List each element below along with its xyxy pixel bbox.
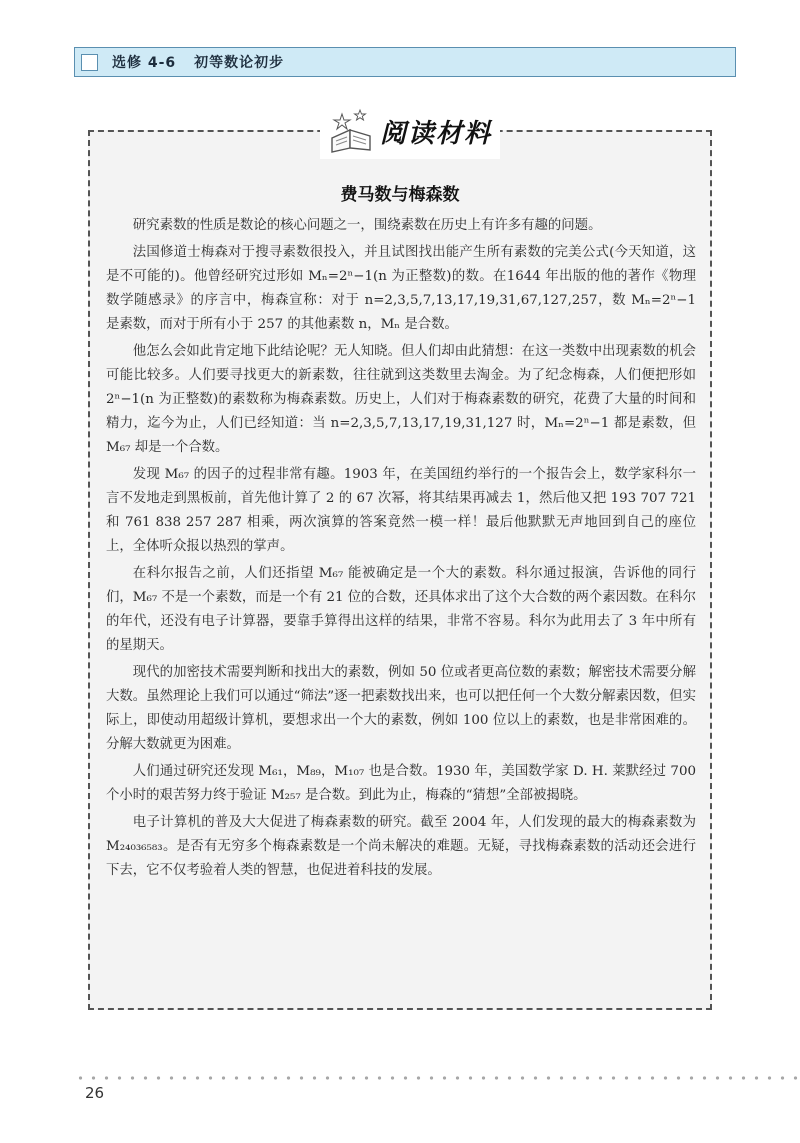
open-book-icon <box>328 108 374 154</box>
article-body <box>106 214 696 886</box>
banner-label: 阅读材料 <box>379 118 492 149</box>
paragraph-1: 研究素数的性质是数论的核心问题之一，围绕素数在历史上有许多有趣的问题。 <box>132 218 602 233</box>
header-subtitle: 初等数论初步 <box>194 55 285 71</box>
paragraph-4: 发现 M₆₇ 的因子的过程非常有趣。1903 年，在美国纽约举行的一个报告会上，数学家科尔一言不发地走到黑板前，首先他计算了 2 的 67 次幂，将其结果再减去 1，然后他又把 193 707 721 和 761 838 257 287 相乘，两次演算的答案竟然一模一样！最后他默默无声地回到自己的座位上，全体听众报以热烈的掌声。 <box>106 467 696 554</box>
article-title: 费马数与梅森数 <box>340 185 460 205</box>
header-section: 选修 4-6 <box>112 55 177 71</box>
paragraph-7: 人们通过研究还发现 M₆₁，M₈₉，M₁₀₇ 也是合数。1930 年，美国数学家 D. H. 莱默经过 700 个小时的艰苦努力终于验证 M₂₅₇ 是合数。到此为止，梅森的“猜想”全部被揭晓。 <box>106 764 696 803</box>
paragraph-8: 电子计算机的普及大大促进了梅森素数的研究。截至 2004 年，人们发现的最大的梅森素数为 M₂₄₀₃₆₅₈₃。是否有无穷多个梅森素数是一个尚未解决的难题。无疑，寻找梅森素数的活动还会进行下去，它不仅考验着人类的智慧，也促进着科技的发展。 <box>106 815 696 878</box>
footer-dotted-divider <box>74 1076 800 1080</box>
header-square-icon <box>81 54 98 71</box>
paragraph-6: 现代的加密技术需要判断和找出大的素数，例如 50 位或者更高位数的素数；解密技术需要分解大数。虽然理论上我们可以通过“筛法”逐一把素数找出来，也可以把任何一个大数分解素因数，但实际上，即使动用超级计算机，要想求出一个大的素数，例如 100 位以上的素数，也是非常困难的。分解大数就更为困难。 <box>106 665 696 752</box>
paragraph-5: 在科尔报告之前，人们还指望 M₆₇ 能被确定是一个大的素数。科尔通过报演，告诉他的同行们，M₆₇ 不是一个素数，而是一个有 21 位的合数，还具体求出了这个大合数的两个素因数。在科尔的年代，还没有电子计算器，要靠手算得出这样的结果，非常不容易。科尔为此用去了 3 年中所有的星期天。 <box>106 566 696 653</box>
header-bar <box>74 47 736 77</box>
paragraph-2: 法国修道士梅森对于搜寻素数很投入，并且试图找出能产生所有素数的完美公式(今天知道，这是不可能的)。他曾经研究过形如 Mₙ=2ⁿ−1(n 为正整数)的数。在1644 年出版的他的著作《物理数学随感录》的序言中，梅森宣称：对于 n=2,3,5,7,13,17,19,31,67,127,257，数 Mₙ=2ⁿ−1 是素数，而对于所有小于 257 的其他素数 n，Mₙ 是合数。 <box>106 245 696 332</box>
paragraph-3: 他怎么会如此肯定地下此结论呢？无人知晓。但人们却由此猜想：在这一类数中出现素数的机会可能比较多。人们要寻找更大的新素数，往往就到这类数里去淘金。为了纪念梅森，人们便把形如 2ⁿ−1(n 为正整数)的素数称为梅森素数。历史上，人们对于梅森素数的研究，花费了大量的时间和精力，迄今为止，人们已经知道：当 n=2,3,5,7,13,17,19,31,127 时，Mₙ=2ⁿ−1 都是素数，但 M₆₇ 却是一个合数。 <box>106 344 696 455</box>
reading-banner <box>320 103 500 159</box>
page-number: 26 <box>85 1084 105 1102</box>
